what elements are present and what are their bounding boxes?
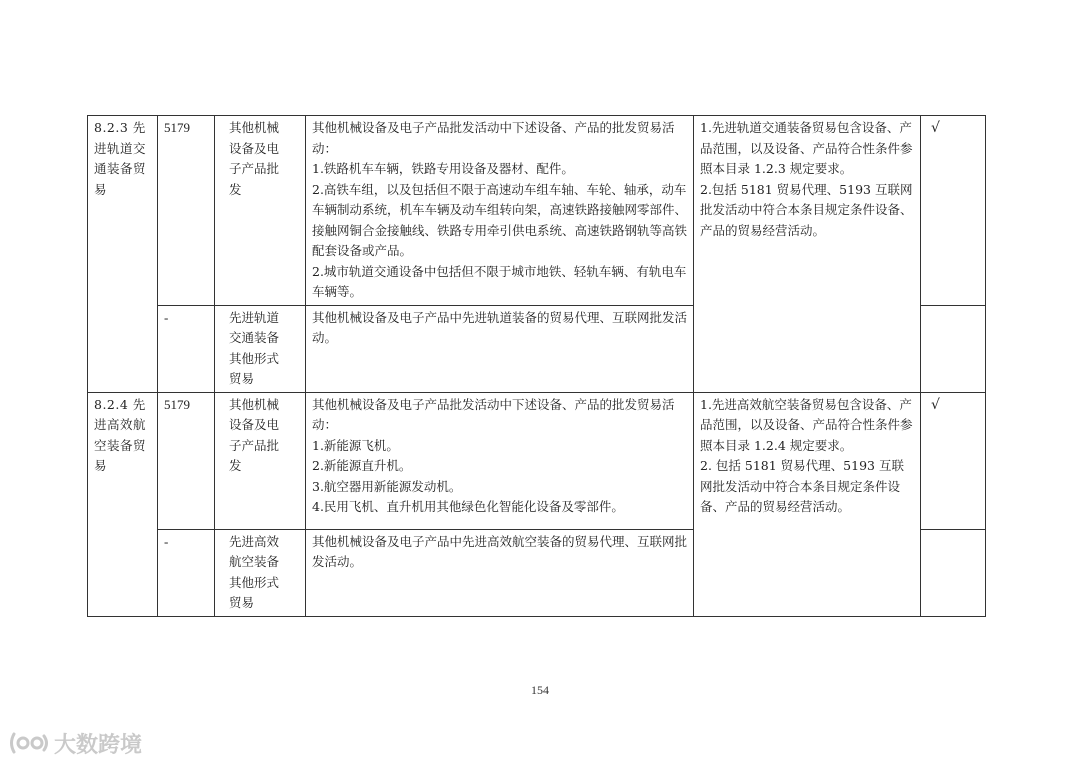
description-cell: 其他机械设备及电子产品批发活动中下述设备、产品的批发贸易活动： 1.新能源飞机。 2.新能源直升机。 3.航空器用新能源发动机。 4.民用飞机、直升机用其他绿色化智能化设备及零部件。 [306,392,694,529]
description-cell: 其他机械设备及电子产品中先进高效航空装备的贸易代理、互联网批发活动。 [306,529,694,616]
code-cell: 5179 [158,116,215,306]
brand-logo-icon [8,730,50,756]
section-cell: 8.2.3 先进轨道交通装备贸易 [88,116,158,393]
note-cell: 1.先进轨道交通装备贸易包含设备、产品范围，以及设备、产品符合性条件参照本目录 1.2.3 规定要求。 2.包括 5181 贸易代理、5193 互联网批发活动中符合本条目规定条件设备、产品的贸易经营活动。 [694,116,921,393]
name-cell: 其他机械设备及电子产品批发 [215,116,306,306]
check-mark [921,529,986,616]
table-row [88,392,986,529]
table-row [88,116,986,306]
name-cell: 先进高效航空装备其他形式贸易 [215,529,306,616]
code-cell: - [158,529,215,616]
check-mark: √ [921,116,986,306]
watermark-text: 大数跨境 [54,732,143,758]
page-number: 154 [531,683,549,697]
check-mark [921,305,986,392]
note-cell: 1.先进高效航空装备贸易包含设备、产品范围，以及设备、产品符合性条件参照本目录 1.2.4 规定要求。 2. 包括 5181 贸易代理、5193 互联网批发活动中符合本条目规定条件设备、产品的贸易经营活动。 [694,392,921,616]
code-cell: - [158,305,215,392]
name-cell: 其他机械设备及电子产品批发 [215,392,306,529]
description-cell: 其他机械设备及电子产品批发活动中下述设备、产品的批发贸易活动： 1.铁路机车车辆，铁路专用设备及器材、配件。 2.高铁车组，以及包括但不限于高速动车组车轴、车轮、轴承，动车车辆制动系统，机车车辆及动车组转向架，高速铁路接触网零部件、接触网铜合金接触线、铁路专用牵引供电系统、高速铁路钢轨等高铁配套设备或产品。 2.城市轨道交通设备中包括但不限于城市地铁、轻轨车辆、有轨电车车辆等。 [306,116,694,306]
description-cell: 其他机械设备及电子产品中先进轨道装备的贸易代理、互联网批发活动。 [306,305,694,392]
watermark [8,728,142,758]
classification-table [87,115,986,617]
check-mark: √ [921,392,986,529]
name-cell: 先进轨道交通装备其他形式贸易 [215,305,306,392]
section-cell: 8.2.4 先进高效航空装备贸易 [88,392,158,616]
code-cell: 5179 [158,392,215,529]
